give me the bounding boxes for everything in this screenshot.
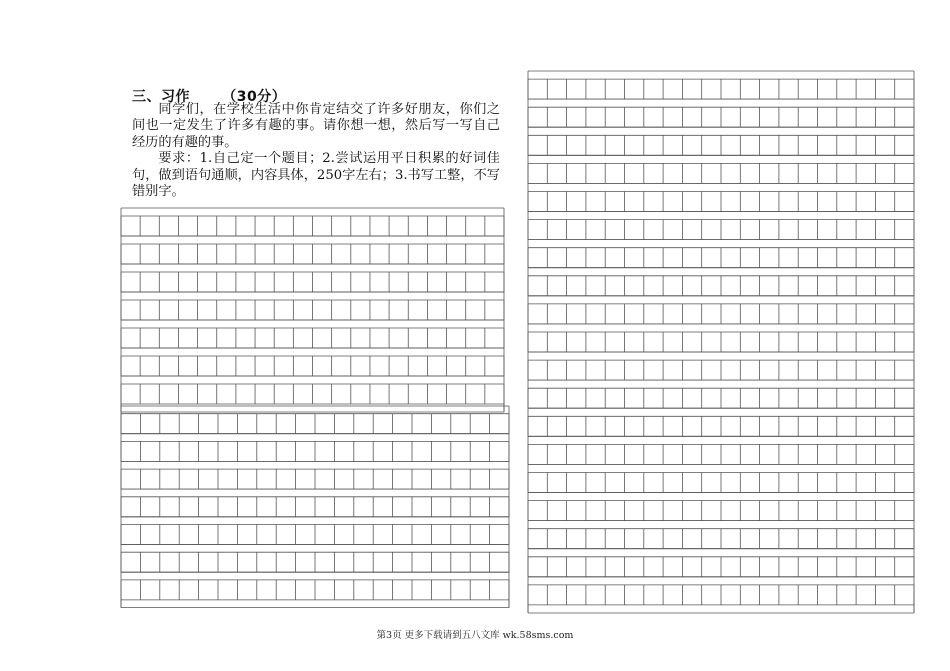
prompt-paragraph-intro: 同学们，在学校生活中你肯定结交了许多好朋友，你们之间也一定发生了许多有趣的事。请你想一想，然后写一写自己经历的有趣的事。 — [132, 102, 500, 150]
prompt-paragraph-requirements: 要求：1.自己定一个题目；2.尝试运用平日积累的好词佳句，做到语句通顺，内容具体，250字左右；3.书写工整，不写错别字。 — [132, 151, 500, 200]
section-title: 三、习作 （30分） — [132, 89, 287, 105]
page-footer: 第3页 更多下载请到五八文库 wk.58sms.com — [376, 630, 574, 641]
